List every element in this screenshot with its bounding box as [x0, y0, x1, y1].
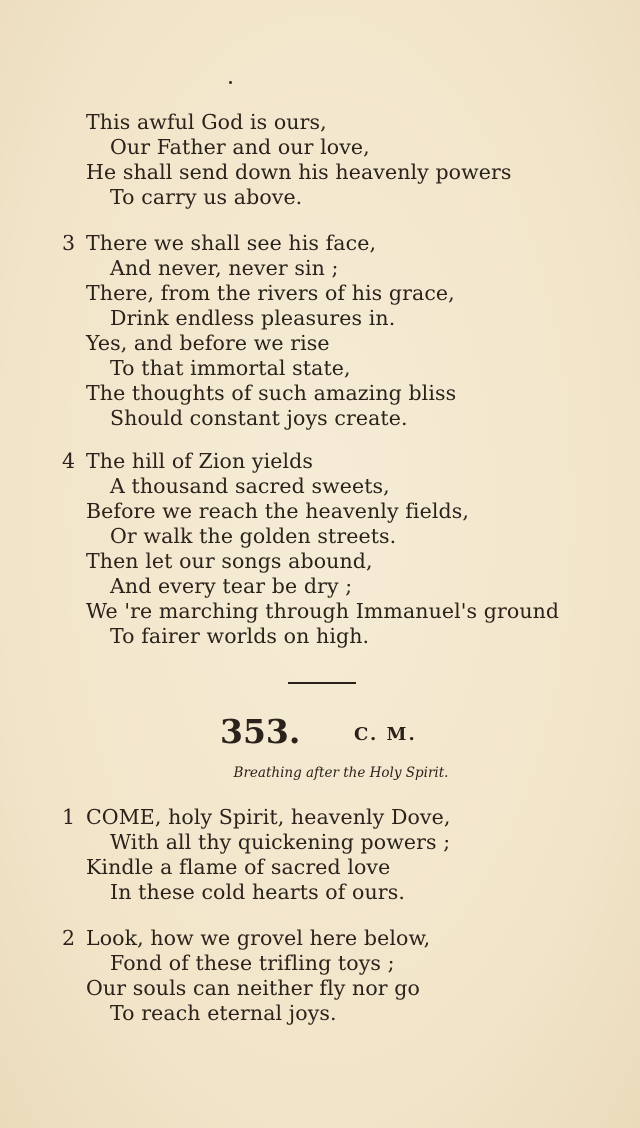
- stanza-line: To that immortal state,: [110, 356, 351, 380]
- stanza-line: A thousand sacred sweets,: [110, 474, 390, 498]
- stanza-line: Or walk the golden streets.: [110, 524, 397, 548]
- stanza-line: Should constant joys create.: [110, 406, 408, 430]
- stanza-line: Before we reach the heavenly fields,: [86, 499, 469, 523]
- stanza-line: Kindle a flame of sacred love: [86, 855, 391, 879]
- stanza-line: To reach eternal joys.: [110, 1001, 337, 1025]
- stanza-line: We 're marching through Immanuel's ground: [86, 599, 560, 623]
- hymn-number: 353.: [220, 712, 301, 751]
- stanza-line: Drink endless pleasures in.: [110, 306, 396, 330]
- hymn-meter: C. M.: [354, 724, 417, 745]
- verse-number: 4: [62, 449, 76, 473]
- stanza-line: To carry us above.: [110, 185, 303, 209]
- stanza-line: COME, holy Spirit, heavenly Dove,: [86, 805, 451, 829]
- stanza-line: In these cold hearts of ours.: [110, 880, 405, 904]
- hymn-title: Breathing after the Holy Spirit.: [233, 765, 449, 781]
- stanza-line: And never, never sin ;: [110, 256, 339, 280]
- verse-number: 1: [62, 805, 76, 829]
- verse-number: 2: [62, 926, 76, 950]
- stanza-line: He shall send down his heavenly powers: [86, 160, 512, 184]
- verse-number: 3: [62, 231, 76, 255]
- stanza-line: With all thy quickening powers ;: [110, 830, 451, 854]
- stanza-line: Look, how we grovel here below,: [86, 926, 431, 950]
- stanza-line: There, from the rivers of his grace,: [86, 281, 455, 305]
- stanza-line: Yes, and before we rise: [86, 331, 330, 355]
- stanza-line: Fond of these trifling toys ;: [110, 951, 395, 975]
- section-divider: [288, 682, 356, 684]
- stanza-line: Then let our songs abound,: [86, 549, 373, 573]
- stanza-line: The thoughts of such amazing bliss: [86, 381, 457, 405]
- print-speck: [229, 81, 232, 84]
- stanza-line: Our Father and our love,: [110, 135, 370, 159]
- stanza-line: The hill of Zion yields: [86, 449, 313, 473]
- stanza-line: There we shall see his face,: [86, 231, 377, 255]
- stanza-line: Our souls can neither fly nor go: [86, 976, 420, 1000]
- stanza-line: This awful God is ours,: [86, 110, 327, 134]
- stanza-line: To fairer worlds on high.: [110, 624, 370, 648]
- stanza-line: And every tear be dry ;: [110, 574, 353, 598]
